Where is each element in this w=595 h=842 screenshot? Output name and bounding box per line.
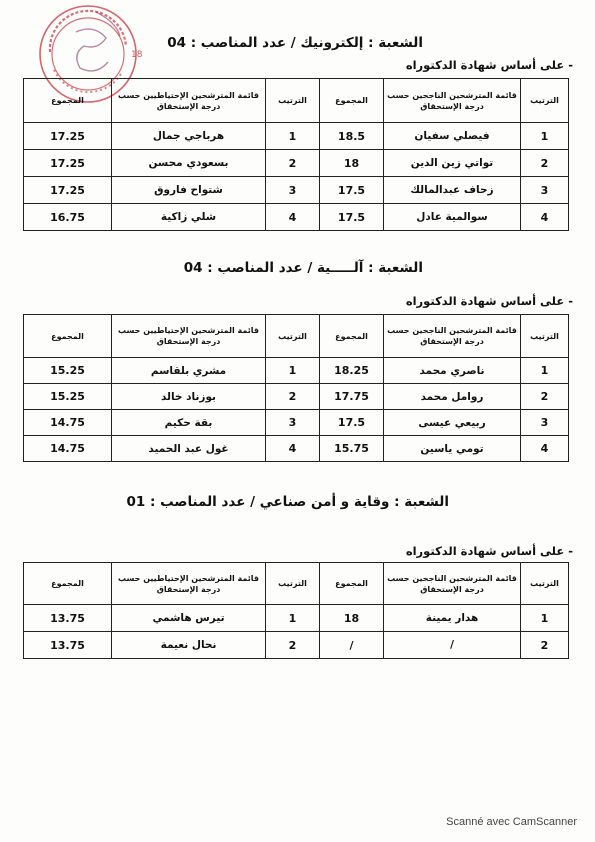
cell-reserve-total: 17.25: [24, 150, 112, 177]
cell-reserve-rank: 3: [266, 410, 320, 436]
section-heading-electronics: الشعبة : إلكترونيك / عدد المناصب : 04: [167, 35, 423, 51]
table-row: [24, 605, 569, 632]
table-row: [24, 177, 569, 204]
table-row: [24, 358, 569, 384]
cell-reserve-name: غول عبد الحميد: [112, 436, 266, 462]
cell-name: تواتي زين الدين: [384, 150, 521, 177]
cell-total: 18: [320, 605, 384, 632]
header-reserve-candidates: قائمة المترشحين الإحتياطيين حسب درجة الإستحقاق: [112, 563, 266, 605]
cell-name: ربيعي عيسى: [384, 410, 521, 436]
cell-reserve-name: بقة حكيم: [112, 410, 266, 436]
cell-total: 17.5: [320, 204, 384, 231]
header-rank: الترتيب: [521, 563, 569, 605]
header-passed-candidates: قائمة المترشحين الناجحين حسب درجة الإستحقاق: [384, 79, 521, 123]
cell-name: ناصري محمد: [384, 358, 521, 384]
cell-rank: 4: [521, 204, 569, 231]
header-reserve-rank: الترتيب: [266, 563, 320, 605]
header-rank: الترتيب: [521, 79, 569, 123]
cell-rank: 3: [521, 177, 569, 204]
cell-reserve-rank: 2: [266, 150, 320, 177]
header-total: المجموع: [320, 315, 384, 358]
cell-reserve-rank: 1: [266, 605, 320, 632]
cell-reserve-name: شتواح فاروق: [112, 177, 266, 204]
cell-reserve-total: 15.25: [24, 384, 112, 410]
cell-rank: 1: [521, 123, 569, 150]
table-row: [24, 150, 569, 177]
ranking-table-industrial-safety: [23, 562, 569, 659]
cell-reserve-rank: 1: [266, 123, 320, 150]
cell-reserve-name: بسعودي محسن: [112, 150, 266, 177]
cell-reserve-name: مشري بلقاسم: [112, 358, 266, 384]
cell-reserve-total: 17.25: [24, 177, 112, 204]
cell-reserve-rank: 2: [266, 632, 320, 659]
header-rank: الترتيب: [521, 315, 569, 358]
table-row: [24, 632, 569, 659]
table-row: [24, 410, 569, 436]
cell-reserve-rank: 4: [266, 204, 320, 231]
cell-reserve-rank: 3: [266, 177, 320, 204]
section-subheading-doctorate: - على أساس شهادة الدكتوراه: [405, 58, 573, 72]
cell-rank: 3: [521, 410, 569, 436]
header-passed-candidates: قائمة المترشحين الناجحين حسب درجة الإستحقاق: [384, 315, 521, 358]
cell-rank: 4: [521, 436, 569, 462]
cell-reserve-name: نحال نعيمة: [112, 632, 266, 659]
cell-total: 17.5: [320, 177, 384, 204]
cell-reserve-rank: 1: [266, 358, 320, 384]
cell-total: 18: [320, 150, 384, 177]
cell-reserve-total: 17.25: [24, 123, 112, 150]
scanner-watermark: Scanné avec CamScanner: [446, 816, 577, 828]
header-total: المجموع: [320, 79, 384, 123]
header-reserve-total: المجموع: [24, 79, 112, 123]
cell-name: روامل محمد: [384, 384, 521, 410]
cell-total: 18.25: [320, 358, 384, 384]
cell-reserve-name: شلي زاكية: [112, 204, 266, 231]
cell-name: هدار يمينة: [384, 605, 521, 632]
cell-total: /: [320, 632, 384, 659]
cell-reserve-name: هرباجي جمال: [112, 123, 266, 150]
cell-name: تومي ياسين: [384, 436, 521, 462]
ranking-table-electronics: [23, 78, 569, 231]
cell-reserve-rank: 4: [266, 436, 320, 462]
header-passed-candidates: قائمة المترشحين الناجحين حسب درجة الإستحقاق: [384, 563, 521, 605]
table-header-row: [24, 79, 569, 123]
section-heading-automation: الشعبة : آلـــــية / عدد المناصب : 04: [183, 260, 423, 276]
table-row: [24, 436, 569, 462]
cell-total: 17.5: [320, 410, 384, 436]
cell-rank: 1: [521, 358, 569, 384]
cell-name: زحاف عبدالمالك: [384, 177, 521, 204]
table-header-row: [24, 315, 569, 358]
header-reserve-rank: الترتيب: [266, 79, 320, 123]
table-row: [24, 123, 569, 150]
cell-rank: 2: [521, 384, 569, 410]
svg-text:18: 18: [131, 50, 143, 60]
section-heading-industrial-safety: الشعبة : وقاية و أمن صناعي / عدد المناصب : 01: [126, 494, 449, 510]
cell-reserve-total: 14.75: [24, 436, 112, 462]
section-subheading-doctorate: - على أساس شهادة الدكتوراه: [405, 294, 573, 308]
header-total: المجموع: [320, 563, 384, 605]
cell-total: 18.5: [320, 123, 384, 150]
cell-reserve-total: 13.75: [24, 605, 112, 632]
header-reserve-rank: الترتيب: [266, 315, 320, 358]
cell-name: /: [384, 632, 521, 659]
cell-reserve-total: 16.75: [24, 204, 112, 231]
cell-reserve-total: 14.75: [24, 410, 112, 436]
header-reserve-total: المجموع: [24, 315, 112, 358]
cell-rank: 2: [521, 150, 569, 177]
cell-name: فيصلي سفيان: [384, 123, 521, 150]
cell-reserve-name: تيرس هاشمي: [112, 605, 266, 632]
header-reserve-candidates: قائمة المترشحين الإحتياطيين حسب درجة الإستحقاق: [112, 79, 266, 123]
section-subheading-doctorate: - على أساس شهادة الدكتوراه: [405, 544, 573, 558]
cell-name: سوالمية عادل: [384, 204, 521, 231]
ranking-table-automation: [23, 314, 569, 462]
table-header-row: [24, 563, 569, 605]
cell-rank: 2: [521, 632, 569, 659]
cell-reserve-rank: 2: [266, 384, 320, 410]
header-reserve-candidates: قائمة المترشحين الإحتياطيين حسب درجة الإستحقاق: [112, 315, 266, 358]
cell-total: 15.75: [320, 436, 384, 462]
cell-reserve-total: 13.75: [24, 632, 112, 659]
cell-reserve-total: 15.25: [24, 358, 112, 384]
header-reserve-total: المجموع: [24, 563, 112, 605]
cell-total: 17.75: [320, 384, 384, 410]
cell-rank: 1: [521, 605, 569, 632]
table-row: [24, 384, 569, 410]
cell-reserve-name: بوزناد خالد: [112, 384, 266, 410]
table-row: [24, 204, 569, 231]
